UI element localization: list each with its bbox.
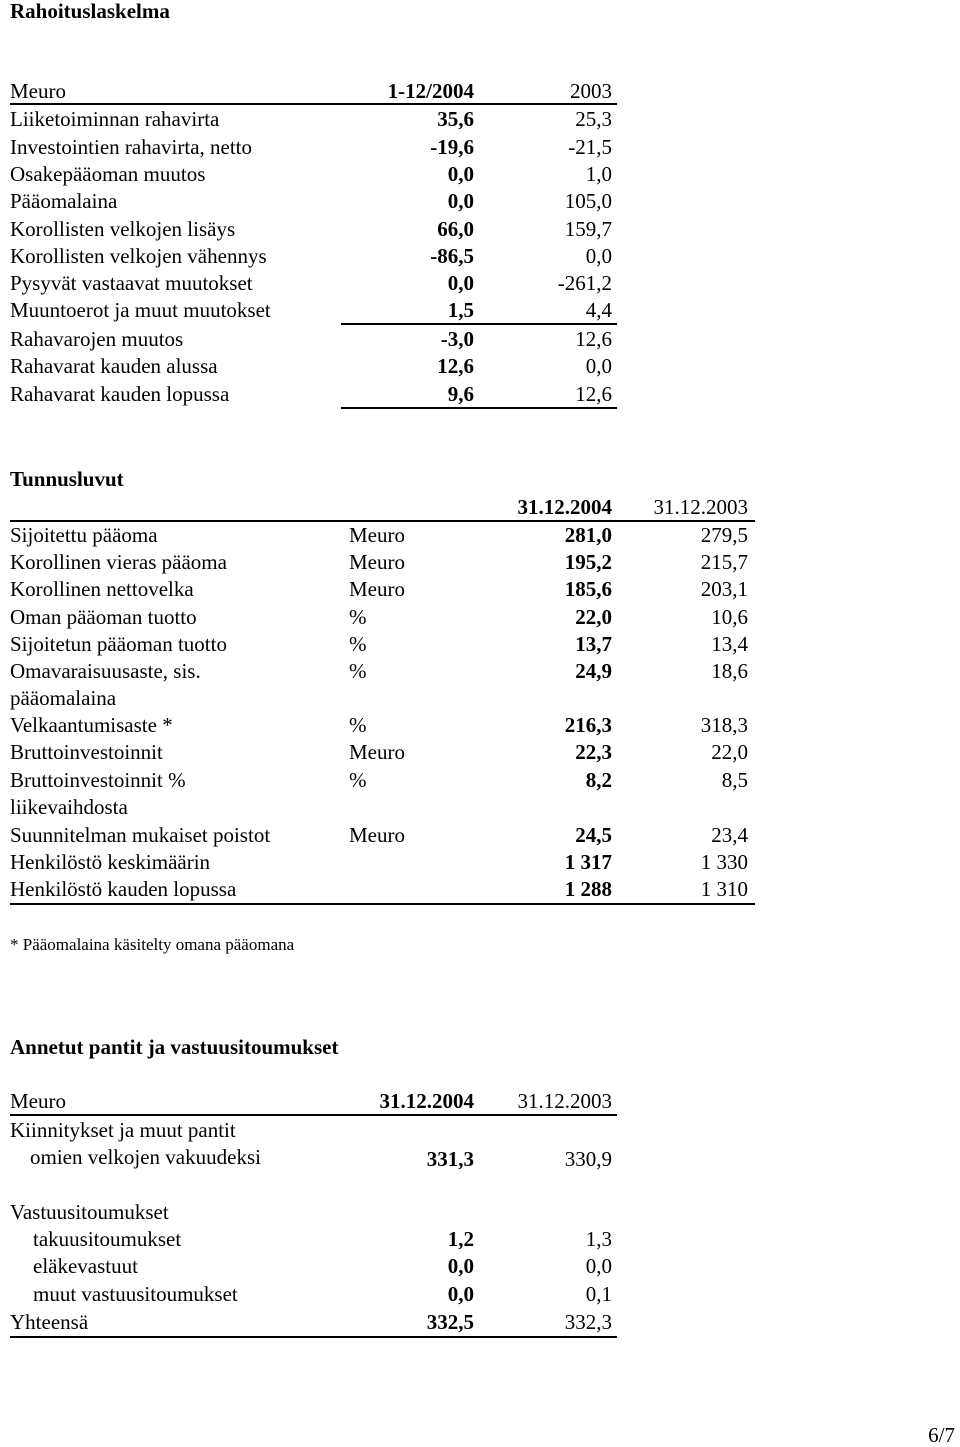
table-header-row [0, 494, 960, 521]
row-label: eläkevastuut [33, 1254, 138, 1278]
row-label: muut vastuusitoumukset [33, 1282, 238, 1306]
row-previous: 10,6 [711, 605, 748, 629]
row-previous: 12,6 [575, 327, 612, 351]
row-current: 13,7 [575, 632, 612, 656]
table-row [0, 822, 960, 849]
row-label: Rahavarojen muutos [10, 327, 184, 351]
row-previous: 203,1 [700, 577, 748, 601]
row-unit: Meuro [349, 550, 405, 574]
table-row [0, 106, 960, 133]
row-unit: % [349, 632, 367, 656]
row-current: 195,2 [564, 550, 612, 574]
row-previous: -261,2 [557, 271, 612, 295]
row-label: Sijoitettu pääoma [10, 523, 158, 547]
row-previous: 4,4 [585, 298, 612, 322]
row-unit: Meuro [349, 523, 405, 547]
total-rule [341, 407, 617, 409]
table-row [0, 1253, 960, 1280]
header-label: Meuro [10, 79, 66, 103]
row-current: 22,0 [575, 605, 612, 629]
row-previous: 0,0 [585, 354, 612, 378]
row-current: 1,5 [447, 298, 474, 322]
row-label: Bruttoinvestoinnit [10, 740, 163, 764]
row-current: 66,0 [437, 217, 474, 241]
row-previous: 23,4 [711, 823, 748, 847]
table-row [0, 712, 960, 739]
row-unit: % [349, 768, 367, 792]
table-row [0, 353, 960, 380]
row-current: 35,6 [437, 107, 474, 131]
row-unit: % [349, 659, 367, 683]
total-current: 332,5 [426, 1310, 474, 1334]
row-label: Bruttoinvestoinnit % liikevaihdosta [10, 768, 186, 819]
row-current: 24,9 [575, 659, 612, 683]
row-label: omien velkojen vakuudeksi [30, 1145, 261, 1169]
section-title: Annetut pantit ja vastuusitoumukset [10, 1035, 339, 1059]
row-current: 331,3 [426, 1147, 474, 1171]
table-header-row [0, 1088, 960, 1115]
table-row [0, 1281, 960, 1308]
table-row [0, 134, 960, 161]
table-row [0, 243, 960, 270]
table-row [0, 658, 960, 712]
table-row [0, 1144, 960, 1171]
table-row [0, 739, 960, 766]
header-current: 31.12.2004 [517, 495, 612, 519]
table-row [0, 522, 960, 549]
row-label: Rahavarat kauden lopussa [10, 382, 230, 406]
row-unit: % [349, 713, 367, 737]
row-current: 0,0 [447, 189, 474, 213]
row-previous: 18,6 [711, 659, 748, 683]
group-label: Vastuusitoumukset [10, 1200, 169, 1224]
row-current: 216,3 [564, 713, 612, 737]
table-row [0, 161, 960, 188]
row-previous: 105,0 [564, 189, 612, 213]
page-number: 6/7 [928, 1423, 955, 1447]
row-unit: Meuro [349, 740, 405, 764]
row-current: -86,5 [430, 244, 474, 268]
table-row [0, 876, 960, 903]
table-row [0, 849, 960, 876]
row-current: 9,6 [447, 382, 474, 406]
row-label: Oman pääoman tuotto [10, 605, 197, 629]
table-row [0, 297, 960, 324]
row-label: Korollisten velkojen vähennys [10, 244, 267, 268]
row-previous: 13,4 [711, 632, 748, 656]
row-previous: 1,0 [585, 162, 612, 186]
row-label: Suunnitelman mukaiset poistot [10, 823, 271, 847]
row-current: 1 317 [564, 850, 612, 874]
table-header-row [0, 78, 960, 105]
row-current: 1,2 [447, 1227, 474, 1251]
row-current: 22,3 [575, 740, 612, 764]
row-previous: 1 330 [700, 850, 748, 874]
total-label: Yhteensä [10, 1310, 89, 1334]
header-previous: 31.12.2003 [517, 1089, 612, 1113]
row-current: 0,0 [447, 1254, 474, 1278]
row-label: Henkilöstö kauden lopussa [10, 877, 237, 901]
header-rule [10, 1114, 617, 1116]
group-label: Kiinnitykset ja muut pantit [10, 1118, 236, 1142]
row-label: Omavaraisuusaste, sis. pääomalaina [10, 659, 201, 710]
table-row [0, 576, 960, 603]
row-previous: 1 310 [700, 877, 748, 901]
header-rule [10, 103, 617, 105]
table-row [0, 381, 960, 408]
row-label: Investointien rahavirta, netto [10, 135, 253, 159]
table-row [0, 549, 960, 576]
table-row [0, 1117, 960, 1144]
table-row-total [0, 1309, 960, 1336]
row-current: 1 288 [564, 877, 612, 901]
row-label: Korollisten velkojen lisäys [10, 217, 236, 241]
total-rule [10, 1336, 617, 1338]
row-previous: 330,9 [564, 1147, 612, 1171]
table-row [0, 270, 960, 297]
row-label: Rahavarat kauden alussa [10, 354, 218, 378]
row-current: 0,0 [447, 1282, 474, 1306]
table-row [0, 216, 960, 243]
header-previous: 2003 [570, 79, 612, 103]
row-previous: 0,0 [585, 1254, 612, 1278]
row-previous: 12,6 [575, 382, 612, 406]
row-current: 8,2 [585, 768, 612, 792]
table-row [0, 1226, 960, 1253]
table-row [0, 326, 960, 353]
row-current: -3,0 [440, 327, 474, 351]
row-previous: 0,1 [585, 1282, 612, 1306]
row-previous: 279,5 [700, 523, 748, 547]
row-label: Korollinen vieras pääoma [10, 550, 227, 574]
table-row [0, 767, 960, 821]
row-current: 0,0 [447, 162, 474, 186]
row-label: Velkaantumisaste * [10, 713, 173, 737]
row-previous: 25,3 [575, 107, 612, 131]
row-previous: -21,5 [568, 135, 612, 159]
row-previous: 1,3 [585, 1227, 612, 1251]
row-label: Henkilöstö keskimäärin [10, 850, 211, 874]
table-row [0, 604, 960, 631]
row-label: Osakepääoman muutos [10, 162, 206, 186]
total-previous: 332,3 [564, 1310, 612, 1334]
row-current: 0,0 [447, 271, 474, 295]
row-previous: 22,0 [711, 740, 748, 764]
table-row [0, 631, 960, 658]
header-current: 1-12/2004 [387, 79, 474, 103]
section-title: Tunnusluvut [10, 467, 124, 491]
table-row [0, 1199, 960, 1226]
row-previous: 159,7 [564, 217, 612, 241]
subtotal-rule [341, 323, 617, 325]
row-unit: % [349, 605, 367, 629]
row-current: -19,6 [430, 135, 474, 159]
total-rule [10, 903, 755, 905]
row-previous: 0,0 [585, 244, 612, 268]
row-label: Sijoitetun pääoman tuotto [10, 632, 227, 656]
table-row [0, 188, 960, 215]
row-label: Pääomalaina [10, 189, 118, 213]
page-title: Rahoituslaskelma [10, 0, 170, 23]
row-previous: 318,3 [700, 713, 748, 737]
row-unit: Meuro [349, 577, 405, 601]
row-label: takuusitoumukset [33, 1227, 182, 1251]
footnote: * Pääomalaina käsitelty omana pääomana [10, 935, 295, 954]
header-previous: 31.12.2003 [653, 495, 748, 519]
row-current: 12,6 [437, 354, 474, 378]
row-current: 24,5 [575, 823, 612, 847]
header-current: 31.12.2004 [379, 1089, 474, 1113]
row-current: 281,0 [564, 523, 612, 547]
header-label: Meuro [10, 1089, 66, 1113]
row-previous: 8,5 [721, 768, 748, 792]
row-label: Muuntoerot ja muut muutokset [10, 298, 271, 322]
row-unit: Meuro [349, 823, 405, 847]
row-label: Korollinen nettovelka [10, 577, 194, 601]
row-label: Pysyvät vastaavat muutokset [10, 271, 253, 295]
row-current: 185,6 [564, 577, 612, 601]
row-label: Liiketoiminnan rahavirta [10, 107, 220, 131]
row-previous: 215,7 [700, 550, 748, 574]
